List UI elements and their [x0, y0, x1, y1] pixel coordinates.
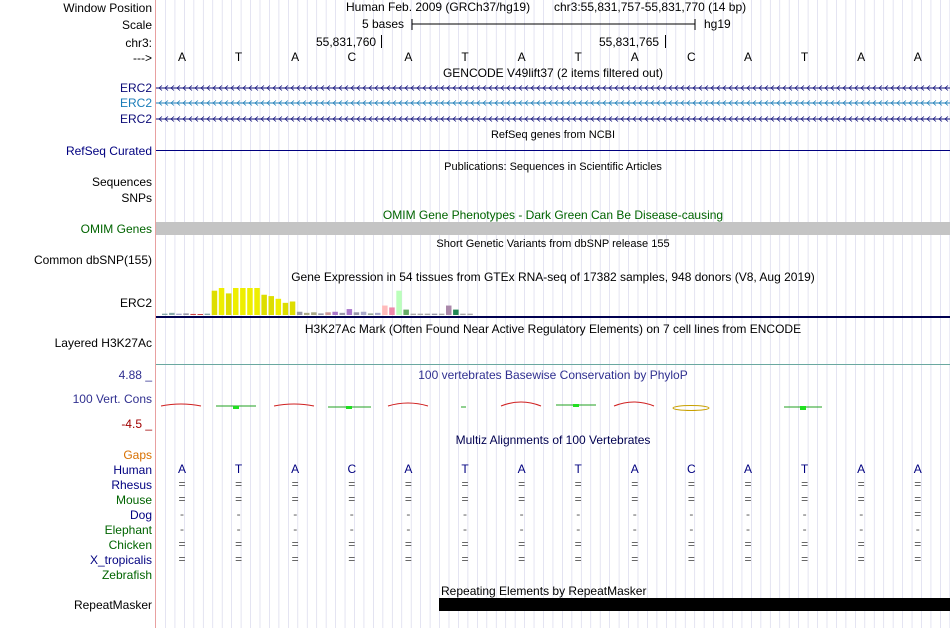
gtex-tissue-bar[interactable]: [269, 296, 275, 315]
alignment-match-mark: =: [235, 537, 243, 551]
gtex-tissue-bar[interactable]: [396, 291, 402, 315]
alignment-match-mark: =: [235, 477, 243, 491]
alignment-match-mark: =: [291, 552, 299, 566]
gtex-tissue-bar[interactable]: [325, 312, 331, 315]
omim-feature-bar[interactable]: [156, 222, 950, 235]
scale-bar: [409, 17, 699, 31]
repeat-title[interactable]: Repeating Elements by RepeatMasker: [441, 584, 647, 598]
repeat-element-bar[interactable]: [439, 598, 950, 611]
gtex-tissue-bar[interactable]: [382, 306, 388, 315]
coord-left: 55,831,760: [316, 35, 377, 49]
gtex-tissue-bar[interactable]: [332, 312, 338, 315]
alignment-match-mark: -: [576, 522, 581, 536]
alignment-match-mark: =: [348, 552, 356, 566]
refseq-gene-line[interactable]: [156, 150, 950, 151]
alignment-match-mark: -: [180, 507, 184, 521]
human-base: A: [404, 462, 413, 476]
cons-title[interactable]: 100 vertebrates Basewise Conservation by PhyloP: [418, 368, 688, 382]
gtex-tissue-bar[interactable]: [361, 312, 367, 315]
gtex-tissue-bar[interactable]: [446, 306, 452, 315]
alignment-match-mark: -: [576, 507, 581, 521]
alignment-match-mark: =: [404, 537, 412, 551]
alignment-match-mark: -: [915, 522, 920, 536]
cons-label[interactable]: 100 Vert. Cons: [72, 392, 152, 406]
gtex-tissue-bar[interactable]: [432, 314, 438, 315]
alignment-match-mark: -: [406, 522, 411, 536]
alignment-match-mark: =: [857, 477, 865, 491]
alignment-match-mark: =: [914, 492, 922, 506]
human-base: A: [291, 462, 300, 476]
scale-text: 5 bases: [362, 17, 405, 31]
alignment-match-mark: -: [859, 507, 864, 521]
alignment-match-mark: =: [291, 477, 299, 491]
alignment-match-mark: -: [519, 522, 524, 536]
alignment-match-mark: -: [180, 522, 184, 536]
alignment-match-mark: -: [802, 507, 807, 521]
alignment-match-mark: -: [519, 507, 524, 521]
scale-label: Scale: [121, 18, 152, 32]
strand-arrow-label: --->: [133, 51, 152, 65]
alignment-match-mark: =: [178, 477, 186, 491]
base-letter: A: [630, 50, 639, 64]
base-letter: T: [800, 50, 809, 64]
multiz-title[interactable]: Multiz Alignments of 100 Vertebrates: [455, 433, 651, 447]
alignment-match-mark: -: [746, 522, 750, 536]
gtex-title[interactable]: Gene Expression in 54 tissues from GTEx RNA-seq of 17382 samples, 948 donors (V8, Aug 2019): [291, 270, 815, 284]
alignment-match-mark: =: [857, 537, 865, 551]
alignment-match-mark: =: [857, 492, 865, 506]
alignment-match-mark: =: [518, 477, 526, 491]
gtex-tissue-bar[interactable]: [283, 303, 289, 315]
gtex-bar-chart[interactable]: [156, 284, 950, 316]
gencode-transcript-line[interactable]: [156, 117, 950, 122]
cons-min-label: -4.5 _: [121, 417, 152, 431]
alignment-match-mark: =: [461, 492, 469, 506]
base-letter: A: [857, 50, 866, 64]
human-base: C: [687, 462, 696, 476]
alignment-match-mark: =: [348, 492, 356, 506]
human-base: A: [630, 462, 639, 476]
alignment-match-mark: =: [178, 537, 186, 551]
alignment-match-mark: =: [744, 492, 752, 506]
alignment-match-mark: -: [689, 522, 694, 536]
gtex-tissue-bar[interactable]: [162, 314, 168, 315]
h3k27ac-baseline: [156, 364, 950, 365]
gtex-tissue-bar[interactable]: [226, 293, 232, 315]
window-position-label: Window Position: [63, 1, 152, 15]
gtex-tissue-bar[interactable]: [261, 295, 267, 315]
snps-label[interactable]: SNPs: [121, 191, 152, 205]
position-text[interactable]: chr3:55,831,757-55,831,770 (14 bp): [554, 0, 747, 14]
alignment-match-mark: =: [801, 477, 809, 491]
base-letter: C: [347, 50, 357, 64]
alignment-match-mark: -: [236, 507, 241, 521]
species-label-zebrafish[interactable]: Zebrafish: [101, 568, 152, 582]
alignment-match-mark: =: [574, 477, 582, 491]
repeat-label[interactable]: RepeatMasker: [73, 598, 152, 612]
base-letter: A: [743, 50, 752, 64]
gencode-title[interactable]: GENCODE V49lift37 (2 items filtered out): [442, 66, 664, 80]
assembly-text[interactable]: Human Feb. 2009 (GRCh37/hg19): [346, 0, 531, 14]
gencode-track[interactable]: [156, 80, 950, 126]
refseq-label[interactable]: RefSeq Curated: [65, 144, 152, 158]
gtex-tissue-bar[interactable]: [340, 313, 346, 315]
human-base: T: [800, 462, 809, 476]
alignment-match-mark: =: [914, 552, 922, 566]
gencode-item-label[interactable]: ERC2: [119, 81, 152, 95]
gtex-tissue-bar[interactable]: [411, 314, 417, 315]
alignment-match-mark: =: [461, 477, 469, 491]
alignment-match-mark: =: [461, 552, 469, 566]
species-label-rhesus[interactable]: Rhesus: [111, 478, 152, 492]
alignment-match-mark: -: [349, 522, 354, 536]
dbsnp-label[interactable]: Common dbSNP(155): [33, 253, 152, 267]
alignment-match-mark: -: [463, 522, 467, 536]
alignment-match-mark: =: [744, 477, 752, 491]
alignment-match-mark: =: [348, 477, 356, 491]
base-letter: T: [461, 50, 469, 64]
alignment-match-mark: =: [744, 552, 752, 566]
alignment-match-mark: -: [859, 522, 864, 536]
dbsnp-title[interactable]: Short Genetic Variants from dbSNP release 155: [436, 238, 670, 250]
human-base: A: [177, 462, 186, 476]
gtex-tissue-bar[interactable]: [290, 302, 296, 316]
alignment-match-mark: =: [687, 477, 695, 491]
species-label-xtropicalis[interactable]: X_tropicalis: [89, 553, 152, 567]
h3k27ac-title[interactable]: H3K27Ac Mark (Often Found Near Active Regulatory Elements) on 7 cell lines from ENCODE: [304, 322, 802, 336]
alignment-match-mark: =: [914, 537, 922, 551]
gtex-tissue-bar[interactable]: [304, 313, 310, 315]
alignment-match-mark: =: [687, 552, 695, 566]
alignment-match-mark: =: [404, 552, 412, 566]
alignment-match-mark: =: [687, 492, 695, 506]
gtex-tissue-bar[interactable]: [418, 314, 424, 315]
gtex-tissue-bar[interactable]: [389, 307, 395, 315]
base-letter: A: [913, 50, 922, 64]
alignment-match-mark: =: [518, 492, 526, 506]
alignment-match-mark: =: [631, 552, 639, 566]
human-base: A: [517, 462, 526, 476]
alignment-match-mark: -: [689, 507, 694, 521]
gtex-tissue-bar[interactable]: [347, 309, 353, 315]
alignment-match-mark: =: [291, 537, 299, 551]
alignment-match-mark: =: [744, 537, 752, 551]
gencode-item-label[interactable]: ERC2: [119, 96, 152, 110]
species-label-chicken[interactable]: Chicken: [108, 538, 152, 552]
gtex-tissue-bar[interactable]: [169, 313, 175, 315]
alignment-match-mark: =: [801, 537, 809, 551]
alignment-match-mark: =: [914, 507, 922, 521]
gtex-tissue-bar[interactable]: [425, 314, 431, 315]
gaps-label[interactable]: Gaps: [123, 448, 152, 462]
alignment-match-mark: =: [404, 492, 412, 506]
alignment-match-mark: =: [857, 552, 865, 566]
alignment-match-mark: =: [518, 537, 526, 551]
alignment-match-mark: =: [178, 492, 186, 506]
coord-right: 55,831,765: [599, 35, 660, 49]
human-base: A: [743, 462, 752, 476]
alignment-match-mark: -: [802, 522, 807, 536]
alignment-match-mark: =: [178, 552, 186, 566]
alignment-match-mark: =: [518, 552, 526, 566]
gtex-tissue-bar[interactable]: [190, 314, 196, 315]
base-letter: T: [574, 50, 582, 64]
alignment-match-mark: -: [406, 507, 411, 521]
sequences-label[interactable]: Sequences: [91, 175, 152, 189]
gencode-transcript-line[interactable]: [156, 101, 950, 106]
alignment-match-mark: -: [293, 522, 298, 536]
alignment-match-mark: =: [461, 537, 469, 551]
gtex-tissue-bar[interactable]: [439, 314, 445, 315]
human-base: C: [347, 462, 357, 476]
gencode-item-label[interactable]: ERC2: [119, 112, 152, 126]
alignment-match-mark: =: [631, 477, 639, 491]
gtex-tissue-bar[interactable]: [354, 312, 360, 315]
gtex-tissue-bar[interactable]: [219, 288, 225, 315]
alignment-match-mark: -: [632, 507, 637, 521]
omim-label[interactable]: OMIM Genes: [80, 222, 152, 236]
h3k27ac-label[interactable]: Layered H3K27Ac: [54, 336, 152, 350]
pubs-title[interactable]: Publications: Sequences in Scientific Articles: [444, 161, 662, 173]
base-letter: A: [517, 50, 526, 64]
refseq-title[interactable]: RefSeq genes from NCBI: [490, 129, 616, 141]
gtex-tissue-bar[interactable]: [460, 314, 466, 315]
coord-left-tick: [381, 35, 382, 48]
alignment-match-mark: -: [236, 522, 241, 536]
species-label-mouse[interactable]: Mouse: [115, 493, 152, 507]
alignment-match-mark: =: [235, 492, 243, 506]
base-letter: A: [291, 50, 300, 64]
gtex-tissue-bar[interactable]: [254, 288, 259, 315]
gtex-tissue-bar[interactable]: [205, 314, 211, 315]
alignment-match-mark: =: [574, 537, 582, 551]
gtex-tissue-bar[interactable]: [276, 299, 282, 315]
gtex-tissue-bar[interactable]: [297, 312, 303, 315]
alignment-match-mark: -: [349, 507, 354, 521]
alignment-match-mark: -: [293, 507, 298, 521]
cons-max-label: 4.88 _: [118, 368, 152, 382]
gtex-tissue-bar[interactable]: [368, 313, 374, 315]
gtex-tissue-bar[interactable]: [247, 288, 253, 315]
alignment-match-mark: =: [801, 552, 809, 566]
gtex-tissue-bar[interactable]: [183, 313, 189, 315]
base-letter: A: [177, 50, 186, 64]
gtex-tissue-bar[interactable]: [311, 312, 317, 315]
gtex-tissue-bar[interactable]: [375, 313, 381, 315]
omim-title[interactable]: OMIM Gene Phenotypes - Dark Green Can Be Disease-causing: [382, 208, 724, 222]
gtex-label[interactable]: ERC2: [119, 296, 152, 310]
alignment-match-mark: =: [801, 492, 809, 506]
species-label-dog[interactable]: Dog: [129, 508, 152, 522]
human-base: A: [857, 462, 866, 476]
alignment-match-mark: =: [404, 477, 412, 491]
species-label-human[interactable]: Human: [113, 463, 152, 477]
human-base: A: [913, 462, 922, 476]
alignment-match-mark: -: [746, 507, 750, 521]
alignment-match-mark: =: [574, 492, 582, 506]
gtex-tissue-bar[interactable]: [403, 310, 409, 315]
coord-right-tick: [665, 35, 666, 48]
human-base: T: [574, 462, 582, 476]
alignment-match-mark: =: [235, 552, 243, 566]
gtex-tissue-bar[interactable]: [198, 314, 204, 315]
alignment-match-mark: =: [348, 537, 356, 551]
base-letter: T: [234, 50, 243, 64]
base-letter: A: [404, 50, 413, 64]
alignment-match-mark: -: [632, 522, 637, 536]
species-label-elephant[interactable]: Elephant: [104, 523, 152, 537]
base-letter: C: [687, 50, 696, 64]
cons-track[interactable]: [156, 396, 950, 416]
human-base: T: [461, 462, 469, 476]
gtex-tissue-bar[interactable]: [240, 288, 246, 315]
gtex-tissue-bar[interactable]: [318, 313, 324, 315]
gencode-transcript-line[interactable]: [156, 86, 950, 91]
gtex-tissue-bar[interactable]: [467, 314, 473, 315]
alignment-match-mark: =: [631, 537, 639, 551]
alignment-match-mark: =: [914, 477, 922, 491]
gtex-tissue-bar[interactable]: [176, 314, 182, 315]
alignment-match-mark: =: [291, 492, 299, 506]
chrom-label: chr3:: [125, 36, 152, 50]
gtex-tissue-bar[interactable]: [453, 310, 459, 315]
alignment-match-mark: =: [631, 492, 639, 506]
alignment-match-mark: =: [687, 537, 695, 551]
gtex-tissue-bar[interactable]: [233, 288, 239, 315]
human-base: T: [234, 462, 243, 476]
alignment-match-mark: -: [463, 507, 467, 521]
gtex-tissue-bar[interactable]: [212, 291, 218, 315]
gtex-baseline: [156, 316, 950, 318]
alignment-match-mark: =: [574, 552, 582, 566]
db-text: hg19: [704, 17, 731, 31]
